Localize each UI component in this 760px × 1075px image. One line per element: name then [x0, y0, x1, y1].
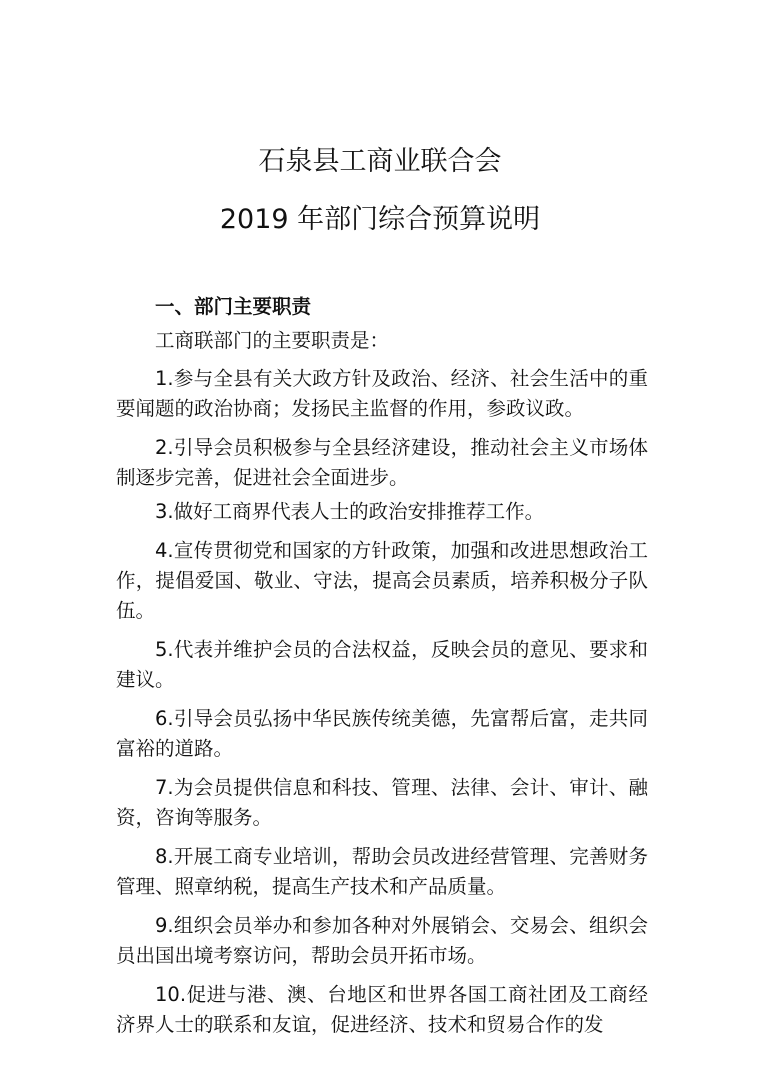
duty-item-2 — [116, 433, 648, 493]
duty-text: 引导会员积极参与全县经济建设，推动社会主义市场体制逐步完善，促进社会全面进步。 — [116, 436, 648, 489]
duty-text: 促进与港、澳、台地区和世界各国工商社团及工商经济界人士的联系和友谊，促进经济、技术和贸易合作的发 — [116, 983, 648, 1036]
duty-item-1 — [116, 364, 648, 424]
duty-number: 2. — [155, 436, 174, 459]
section-heading: 一、部门主要职责 — [155, 295, 312, 318]
duty-number: 4. — [155, 539, 174, 562]
duty-number: 6. — [155, 707, 174, 730]
duty-item-6 — [116, 704, 648, 764]
duty-item-8 — [116, 842, 648, 902]
duty-item-9 — [116, 911, 648, 971]
duty-text: 引导会员弘扬中华民族传统美德，先富帮后富，走共同富裕的道路。 — [116, 707, 648, 760]
duty-number: 10. — [155, 983, 187, 1006]
duty-item-10 — [116, 980, 648, 1040]
duty-number: 9. — [155, 914, 174, 937]
duty-item-7 — [116, 773, 648, 833]
duty-text: 做好工商界代表人士的政治安排推荐工作。 — [173, 500, 545, 523]
document-body — [116, 326, 648, 1040]
duty-text: 组织会员举办和参加各种对外展销会、交易会、组织会员出国出境考察访问，帮助会员开拓市场。 — [116, 914, 648, 967]
duty-text: 宣传贯彻党和国家的方针政策，加强和改进思想政治工作，提倡爱国、敬业、守法，提高会员素质，培养积极分子队伍。 — [116, 539, 648, 622]
duty-number: 8. — [155, 845, 174, 868]
duty-number: 5. — [155, 638, 174, 661]
duty-text: 开展工商专业培训，帮助会员改进经营管理、完善财务管理、照章纳税，提高生产技术和产品质量。 — [116, 845, 648, 898]
duty-text: 参与全县有关大政方针及政治、经济、社会生活中的重要闻题的政治协商；发扬民主监督的作用，参政议政。 — [116, 367, 648, 420]
duty-number: 1. — [155, 367, 174, 390]
document-title: 石泉县工商业联合会 — [258, 146, 502, 177]
document-subtitle: 2019 年部门综合预算说明 — [219, 204, 541, 235]
intro-paragraph: 工商联部门的主要职责是： — [155, 329, 390, 352]
duty-item-3 — [116, 497, 648, 527]
duty-number: 3. — [155, 500, 174, 523]
duty-item-4 — [116, 536, 648, 626]
duty-text: 代表并维护会员的合法权益，反映会员的意见、要求和建议。 — [116, 638, 648, 691]
duty-number: 7. — [155, 776, 174, 799]
duty-text: 为会员提供信息和科技、管理、法律、会计、审计、融资，咨询等服务。 — [116, 776, 648, 829]
duty-item-5 — [116, 635, 648, 695]
